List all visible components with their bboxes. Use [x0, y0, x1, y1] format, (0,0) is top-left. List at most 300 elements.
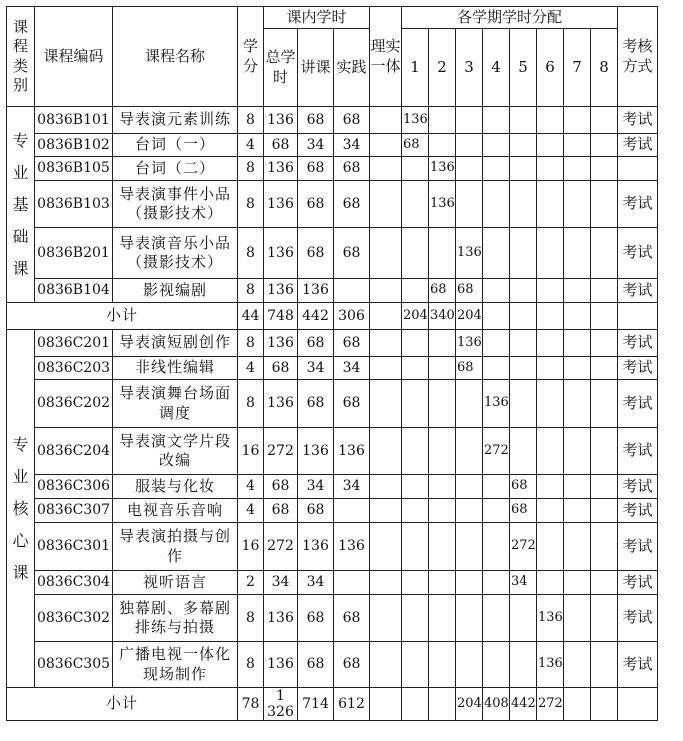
- credit-cell: 4: [238, 134, 264, 157]
- practice-hours-cell: 68: [334, 181, 370, 228]
- semester-5-cell: [510, 330, 537, 357]
- lecture-hours-cell: 68: [298, 380, 334, 428]
- lecture-hours-cell: 136: [298, 279, 334, 303]
- credit-cell: 4: [238, 357, 264, 380]
- credit-cell: 2: [238, 571, 264, 595]
- assessment-cell: [618, 157, 658, 181]
- course-name: 服装与化妆: [113, 475, 238, 499]
- semester-6-cell: [537, 107, 564, 134]
- course-code: 0836B102: [35, 134, 113, 157]
- practice-hours-cell: 68: [334, 107, 370, 134]
- semester-8-cell: [591, 595, 618, 642]
- semester-7-cell: [564, 571, 591, 595]
- course-code: 0836B105: [35, 157, 113, 181]
- assessment-cell: 考试: [618, 330, 658, 357]
- semester-4-cell: 136: [483, 380, 510, 428]
- semester-6-cell: [537, 134, 564, 157]
- semester-7-cell: [564, 642, 591, 688]
- semester-4-cell: [483, 357, 510, 380]
- credit-cell: 8: [238, 107, 264, 134]
- semester-5-cell: [510, 181, 537, 228]
- assessment-cell: 考试: [618, 499, 658, 523]
- header-name: 课程名称: [113, 7, 238, 107]
- total-hours-cell: 136: [264, 380, 298, 428]
- semester-2-cell: [429, 475, 456, 499]
- course-code: 0836C202: [35, 380, 113, 428]
- subtotal-lecture: 714: [298, 688, 334, 721]
- course-code: 0836C304: [35, 571, 113, 595]
- credit-cell: 4: [238, 475, 264, 499]
- header-credit: 学分: [238, 7, 264, 107]
- semester-7-cell: [564, 428, 591, 475]
- semester-3-cell: [456, 107, 483, 134]
- semester-7-cell: [564, 279, 591, 303]
- semester-5-cell: [510, 380, 537, 428]
- theory-practice-cell: [370, 499, 402, 523]
- credit-cell: 8: [238, 330, 264, 357]
- subtotal-semester-6: [537, 303, 564, 330]
- semester-2-cell: [429, 228, 456, 279]
- semester-3-cell: 68: [456, 279, 483, 303]
- lecture-hours-cell: 34: [298, 571, 334, 595]
- subtotal-semester-7: [564, 303, 591, 330]
- semester-1-cell: [402, 475, 429, 499]
- semester-5-cell: [510, 228, 537, 279]
- lecture-hours-cell: 68: [298, 642, 334, 688]
- semester-4-cell: [483, 642, 510, 688]
- table-row: [7, 642, 658, 688]
- semester-7-cell: [564, 357, 591, 380]
- semester-5-cell: [510, 157, 537, 181]
- course-name: 台词（二）: [113, 157, 238, 181]
- header-semester-6: 6: [537, 29, 564, 107]
- semester-5-cell: 272: [510, 523, 537, 571]
- subtotal-total: 748: [264, 303, 298, 330]
- semester-8-cell: [591, 330, 618, 357]
- assessment-cell: 考试: [618, 642, 658, 688]
- subtotal-semester-4: [483, 303, 510, 330]
- practice-hours-cell: 136: [334, 428, 370, 475]
- semester-4-cell: [483, 571, 510, 595]
- semester-8-cell: [591, 380, 618, 428]
- semester-2-cell: 136: [429, 157, 456, 181]
- course-name: 广播电视一体化现场制作: [113, 642, 238, 688]
- subtotal-row: [7, 688, 658, 721]
- header-code: 课程编码: [35, 7, 113, 107]
- lecture-hours-cell: 34: [298, 475, 334, 499]
- semester-3-cell: [456, 571, 483, 595]
- total-hours-cell: 272: [264, 523, 298, 571]
- semester-1-cell: [402, 523, 429, 571]
- semester-1-cell: 68: [402, 134, 429, 157]
- semester-7-cell: [564, 523, 591, 571]
- subtotal-label: 小计: [7, 303, 238, 330]
- theory-practice-cell: [370, 134, 402, 157]
- assessment-cell: 考试: [618, 279, 658, 303]
- semester-4-cell: [483, 157, 510, 181]
- semester-3-cell: [456, 475, 483, 499]
- course-code: 0836C307: [35, 499, 113, 523]
- practice-hours-cell: 68: [334, 380, 370, 428]
- semester-4-cell: [483, 595, 510, 642]
- semester-5-cell: [510, 357, 537, 380]
- semester-2-cell: [429, 330, 456, 357]
- course-code: 0836C302: [35, 595, 113, 642]
- total-hours-cell: 136: [264, 642, 298, 688]
- semester-3-cell: [456, 181, 483, 228]
- credit-cell: 16: [238, 428, 264, 475]
- theory-practice-cell: [370, 107, 402, 134]
- practice-hours-cell: [334, 499, 370, 523]
- semester-6-cell: [537, 475, 564, 499]
- credit-cell: 8: [238, 642, 264, 688]
- subtotal-semester-4: 408: [483, 688, 510, 721]
- assessment-cell: 考试: [618, 228, 658, 279]
- subtotal-semester-2: 340: [429, 303, 456, 330]
- total-hours-cell: 68: [264, 134, 298, 157]
- semester-2-cell: [429, 428, 456, 475]
- subtotal-label: 小计: [7, 688, 238, 721]
- semester-4-cell: [483, 107, 510, 134]
- total-hours-cell: 68: [264, 475, 298, 499]
- semester-6-cell: [537, 181, 564, 228]
- credit-cell: 8: [238, 228, 264, 279]
- semester-8-cell: [591, 642, 618, 688]
- header-semester-1: 1: [402, 29, 429, 107]
- lecture-hours-cell: 68: [298, 595, 334, 642]
- total-hours-cell: 136: [264, 157, 298, 181]
- semester-3-cell: [456, 134, 483, 157]
- total-hours-cell: 136: [264, 181, 298, 228]
- practice-hours-cell: 68: [334, 157, 370, 181]
- semester-8-cell: [591, 279, 618, 303]
- semester-4-cell: [483, 330, 510, 357]
- theory-practice-cell: [370, 428, 402, 475]
- semester-2-cell: [429, 357, 456, 380]
- semester-7-cell: [564, 499, 591, 523]
- subtotal-semester-1: 204: [402, 303, 429, 330]
- subtotal-semester-5: [510, 303, 537, 330]
- header-practice: 实践: [334, 29, 370, 107]
- semester-1-cell: [402, 571, 429, 595]
- assessment-cell: 考试: [618, 523, 658, 571]
- semester-5-cell: 68: [510, 499, 537, 523]
- lecture-hours-cell: 68: [298, 330, 334, 357]
- table-row: [7, 107, 658, 134]
- course-code: 0836C306: [35, 475, 113, 499]
- lecture-hours-cell: 68: [298, 499, 334, 523]
- credit-cell: 16: [238, 523, 264, 571]
- semester-5-cell: 34: [510, 571, 537, 595]
- semester-5-cell: 68: [510, 475, 537, 499]
- semester-7-cell: [564, 380, 591, 428]
- semester-1-cell: [402, 157, 429, 181]
- subtotal-semester-5: 442: [510, 688, 537, 721]
- lecture-hours-cell: 68: [298, 228, 334, 279]
- semester-6-cell: [537, 499, 564, 523]
- semester-3-cell: [456, 380, 483, 428]
- credit-cell: 4: [238, 499, 264, 523]
- course-name: 电视音乐音响: [113, 499, 238, 523]
- semester-1-cell: [402, 279, 429, 303]
- assessment-cell: 考试: [618, 571, 658, 595]
- semester-5-cell: [510, 595, 537, 642]
- semester-6-cell: [537, 330, 564, 357]
- total-hours-cell: 136: [264, 595, 298, 642]
- table-row: [7, 330, 658, 357]
- lecture-hours-cell: 34: [298, 134, 334, 157]
- header-theory-practice: 理实一体: [370, 7, 402, 107]
- course-code: 0836B201: [35, 228, 113, 279]
- credit-cell: 8: [238, 157, 264, 181]
- subtotal-semester-1: [402, 688, 429, 721]
- theory-practice-cell: [370, 380, 402, 428]
- table-row: [7, 380, 658, 428]
- subtotal-assessment: [618, 303, 658, 330]
- semester-7-cell: [564, 330, 591, 357]
- total-hours-cell: 272: [264, 428, 298, 475]
- semester-3-cell: [456, 157, 483, 181]
- course-code: 0836B103: [35, 181, 113, 228]
- assessment-cell: 考试: [618, 595, 658, 642]
- theory-practice-cell: [370, 157, 402, 181]
- practice-hours-cell: 68: [334, 330, 370, 357]
- practice-hours-cell: [334, 279, 370, 303]
- semester-4-cell: [483, 475, 510, 499]
- semester-5-cell: [510, 428, 537, 475]
- semester-3-cell: 136: [456, 330, 483, 357]
- semester-1-cell: [402, 642, 429, 688]
- semester-5-cell: [510, 134, 537, 157]
- semester-4-cell: [483, 134, 510, 157]
- semester-1-cell: [402, 595, 429, 642]
- table-row: [7, 134, 658, 157]
- lecture-hours-cell: 68: [298, 107, 334, 134]
- course-code: 0836C203: [35, 357, 113, 380]
- semester-6-cell: [537, 279, 564, 303]
- table-row: [7, 595, 658, 642]
- table-row: [7, 228, 658, 279]
- semester-2-cell: [429, 499, 456, 523]
- semester-1-cell: 136: [402, 107, 429, 134]
- semester-6-cell: [537, 228, 564, 279]
- course-name: 导表演舞台场面调度: [113, 380, 238, 428]
- course-name: 视听语言: [113, 571, 238, 595]
- practice-hours-cell: 34: [334, 357, 370, 380]
- semester-3-cell: [456, 428, 483, 475]
- credit-cell: 8: [238, 181, 264, 228]
- semester-6-cell: 136: [537, 595, 564, 642]
- practice-hours-cell: 34: [334, 475, 370, 499]
- table-row: [7, 428, 658, 475]
- theory-practice-cell: [370, 279, 402, 303]
- semester-7-cell: [564, 228, 591, 279]
- semester-2-cell: [429, 595, 456, 642]
- course-name: 导表演音乐小品（摄影技术）: [113, 228, 238, 279]
- semester-6-cell: [537, 157, 564, 181]
- semester-8-cell: [591, 134, 618, 157]
- header-semester-8: 8: [591, 29, 618, 107]
- category-cell: 专业核心课: [7, 330, 35, 688]
- total-hours-cell: 136: [264, 107, 298, 134]
- theory-practice-cell: [370, 330, 402, 357]
- total-hours-cell: 136: [264, 279, 298, 303]
- practice-hours-cell: 34: [334, 134, 370, 157]
- subtotal-semester-8: [591, 688, 618, 721]
- subtotal-theory-practice: [370, 303, 402, 330]
- total-hours-cell: 136: [264, 330, 298, 357]
- theory-practice-cell: [370, 357, 402, 380]
- header-semester-4: 4: [483, 29, 510, 107]
- semester-8-cell: [591, 107, 618, 134]
- course-code: 0836C204: [35, 428, 113, 475]
- lecture-hours-cell: 136: [298, 523, 334, 571]
- semester-7-cell: [564, 595, 591, 642]
- semester-2-cell: [429, 571, 456, 595]
- semester-1-cell: [402, 499, 429, 523]
- table-row: [7, 523, 658, 571]
- course-code: 0836B101: [35, 107, 113, 134]
- header-lecture: 讲课: [298, 29, 334, 107]
- semester-5-cell: [510, 279, 537, 303]
- semester-3-cell: 136: [456, 228, 483, 279]
- assessment-cell: 考试: [618, 428, 658, 475]
- semester-2-cell: [429, 380, 456, 428]
- semester-6-cell: [537, 571, 564, 595]
- semester-2-cell: 136: [429, 181, 456, 228]
- assessment-cell: 考试: [618, 107, 658, 134]
- semester-3-cell: [456, 523, 483, 571]
- semester-8-cell: [591, 228, 618, 279]
- lecture-hours-cell: 68: [298, 157, 334, 181]
- course-name: 导表演文学片段改编: [113, 428, 238, 475]
- total-hours-cell: 136: [264, 228, 298, 279]
- semester-2-cell: [429, 134, 456, 157]
- semester-3-cell: [456, 499, 483, 523]
- practice-hours-cell: 136: [334, 523, 370, 571]
- total-hours-cell: 68: [264, 357, 298, 380]
- semester-6-cell: 136: [537, 642, 564, 688]
- header-total: 总学时: [264, 29, 298, 107]
- semester-6-cell: [537, 428, 564, 475]
- semester-4-cell: [483, 228, 510, 279]
- theory-practice-cell: [370, 181, 402, 228]
- header-semester-2: 2: [429, 29, 456, 107]
- semester-1-cell: [402, 428, 429, 475]
- credit-cell: 8: [238, 380, 264, 428]
- header-hours-group: 课内学时: [264, 7, 370, 29]
- semester-4-cell: [483, 499, 510, 523]
- assessment-cell: 考试: [618, 357, 658, 380]
- semester-4-cell: [483, 523, 510, 571]
- semester-1-cell: [402, 228, 429, 279]
- course-name: 导表演元素训练: [113, 107, 238, 134]
- semester-8-cell: [591, 181, 618, 228]
- table-row: [7, 475, 658, 499]
- course-code: 0836C301: [35, 523, 113, 571]
- semester-2-cell: [429, 642, 456, 688]
- subtotal-theory-practice: [370, 688, 402, 721]
- assessment-cell: 考试: [618, 380, 658, 428]
- subtotal-semester-2: [429, 688, 456, 721]
- semester-5-cell: [510, 642, 537, 688]
- credit-cell: 8: [238, 279, 264, 303]
- subtotal-row: [7, 303, 658, 330]
- semester-3-cell: [456, 595, 483, 642]
- course-name: 影视编剧: [113, 279, 238, 303]
- practice-hours-cell: 68: [334, 595, 370, 642]
- theory-practice-cell: [370, 523, 402, 571]
- header-semester-5: 5: [510, 29, 537, 107]
- course-code: 0836C305: [35, 642, 113, 688]
- semester-1-cell: [402, 181, 429, 228]
- header-semester-3: 3: [456, 29, 483, 107]
- semester-8-cell: [591, 499, 618, 523]
- semester-8-cell: [591, 571, 618, 595]
- subtotal-total: 1 326: [264, 688, 298, 721]
- theory-practice-cell: [370, 642, 402, 688]
- semester-8-cell: [591, 157, 618, 181]
- semester-7-cell: [564, 475, 591, 499]
- semester-6-cell: [537, 380, 564, 428]
- header-assessment: 考核方式: [618, 7, 658, 107]
- subtotal-semester-8: [591, 303, 618, 330]
- course-name: 独幕剧、多幕剧排练与拍摄: [113, 595, 238, 642]
- semester-7-cell: [564, 157, 591, 181]
- table-row: [7, 571, 658, 595]
- credit-cell: 8: [238, 595, 264, 642]
- theory-practice-cell: [370, 571, 402, 595]
- semester-6-cell: [537, 357, 564, 380]
- table-row: [7, 157, 658, 181]
- subtotal-practice: 306: [334, 303, 370, 330]
- course-name: 台词（一）: [113, 134, 238, 157]
- subtotal-lecture: 442: [298, 303, 334, 330]
- semester-2-cell: [429, 523, 456, 571]
- category-cell: 专业基础课: [7, 107, 35, 303]
- theory-practice-cell: [370, 228, 402, 279]
- theory-practice-cell: [370, 595, 402, 642]
- semester-3-cell: 68: [456, 357, 483, 380]
- semester-8-cell: [591, 523, 618, 571]
- assessment-cell: 考试: [618, 181, 658, 228]
- table-row: [7, 279, 658, 303]
- semester-5-cell: [510, 107, 537, 134]
- total-hours-cell: 68: [264, 499, 298, 523]
- semester-2-cell: [429, 107, 456, 134]
- lecture-hours-cell: 34: [298, 357, 334, 380]
- assessment-cell: 考试: [618, 475, 658, 499]
- semester-1-cell: [402, 380, 429, 428]
- course-code: 0836B104: [35, 279, 113, 303]
- semester-8-cell: [591, 475, 618, 499]
- total-hours-cell: 34: [264, 571, 298, 595]
- subtotal-practice: 612: [334, 688, 370, 721]
- table-row: [7, 357, 658, 380]
- semester-4-cell: [483, 279, 510, 303]
- curriculum-table: [6, 6, 658, 721]
- header-semester-7: 7: [564, 29, 591, 107]
- lecture-hours-cell: 136: [298, 428, 334, 475]
- course-name: 导表演短剧创作: [113, 330, 238, 357]
- semester-1-cell: [402, 330, 429, 357]
- semester-6-cell: [537, 523, 564, 571]
- semester-1-cell: [402, 357, 429, 380]
- course-name: 导表演拍摄与创作: [113, 523, 238, 571]
- subtotal-semester-6: 272: [537, 688, 564, 721]
- course-code: 0836C201: [35, 330, 113, 357]
- semester-3-cell: [456, 642, 483, 688]
